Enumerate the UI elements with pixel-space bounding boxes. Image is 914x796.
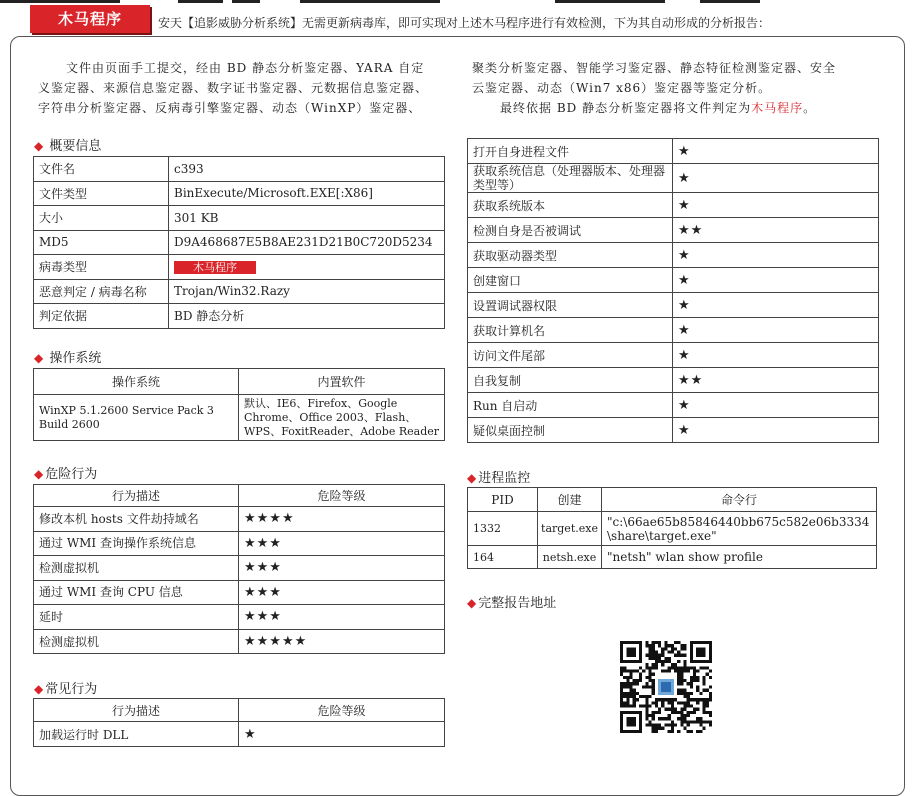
behavior-row bbox=[34, 580, 445, 605]
behavior-description: Run 自启动 bbox=[468, 393, 673, 418]
behavior-row bbox=[468, 164, 879, 193]
section-danger-title bbox=[34, 463, 97, 482]
summary-line: 义鉴定器、来源信息鉴定器、数字证书鉴定器、元数据信息鉴定器、 bbox=[38, 81, 429, 95]
process-cmd: "c:\66ae65b85846440bb675c582e06b3334\share\target.exe" bbox=[602, 512, 877, 546]
star-icon-rating: ★ bbox=[673, 164, 879, 193]
overview-key: MD5 bbox=[34, 230, 169, 255]
top-strip bbox=[0, 0, 914, 4]
os-table bbox=[33, 368, 445, 441]
behavior-row bbox=[468, 368, 879, 393]
behavior-row bbox=[34, 629, 445, 654]
process-created: target.exe bbox=[538, 512, 602, 546]
behavior-row bbox=[34, 507, 445, 532]
overview-row bbox=[34, 206, 445, 231]
overview-row bbox=[34, 230, 445, 255]
behavior-description: 通过 WMI 查询操作系统信息 bbox=[34, 531, 239, 556]
verdict-line bbox=[472, 98, 892, 118]
diamond-icon: ◆ bbox=[467, 471, 477, 485]
star-icon-rating: ★ bbox=[239, 722, 445, 747]
overview-key: 判定依据 bbox=[34, 304, 169, 329]
level-header: 危险等级 bbox=[239, 485, 445, 507]
behavior-description: 加载运行时 DLL bbox=[34, 722, 239, 747]
behavior-description: 设置调试器权限 bbox=[468, 293, 673, 318]
behavior-description: 获取系统版本 bbox=[468, 193, 673, 218]
process-pid: 1332 bbox=[468, 512, 538, 546]
common-table bbox=[33, 698, 445, 747]
verdict-prefix: 最终依据 BD 静态分析鉴定器将文件判定为 bbox=[500, 101, 752, 115]
star-icon-rating: ★ bbox=[673, 139, 879, 164]
behavior-description: 获取系统信息（处理器版本、处理器类型等） bbox=[468, 164, 673, 193]
overview-row bbox=[34, 279, 445, 304]
behavior-description: 检测自身是否被调试 bbox=[468, 218, 673, 243]
behavior-description: 打开自身进程文件 bbox=[468, 139, 673, 164]
behavior-row bbox=[468, 139, 879, 164]
section-common-title bbox=[34, 678, 97, 697]
diamond-icon: ◆ bbox=[34, 467, 44, 481]
behavior-row bbox=[34, 605, 445, 630]
behavior-description: 疑似桌面控制 bbox=[468, 418, 673, 443]
diamond-icon: ◆ bbox=[34, 351, 44, 365]
behavior-description: 通过 WMI 查询 CPU 信息 bbox=[34, 580, 239, 605]
process-row bbox=[468, 512, 877, 546]
behavior-row bbox=[468, 193, 879, 218]
summary-line: 云鉴定器、动态（Win7 x86）鉴定器等鉴定分析。 bbox=[472, 81, 772, 95]
process-table bbox=[467, 487, 877, 569]
behavior-row bbox=[468, 318, 879, 343]
star-icon-rating: ★★★★★ bbox=[239, 629, 445, 654]
behavior-description: 延时 bbox=[34, 605, 239, 630]
overview-row bbox=[34, 304, 445, 329]
behavior-description: 检测虚拟机 bbox=[34, 629, 239, 654]
trojan-tag: 木马程序 bbox=[30, 5, 150, 33]
behavior-row bbox=[468, 393, 879, 418]
behavior-row bbox=[34, 531, 445, 556]
software-header: 内置软件 bbox=[239, 369, 445, 395]
overview-value: BD 静态分析 bbox=[169, 304, 445, 329]
section-os-title bbox=[34, 347, 101, 366]
behavior-row bbox=[468, 418, 879, 443]
behavior-row bbox=[468, 343, 879, 368]
behavior-row bbox=[468, 268, 879, 293]
verdict-suffix: 。 bbox=[803, 101, 817, 115]
overview-key: 恶意判定 / 病毒名称 bbox=[34, 279, 169, 304]
star-icon-rating: ★ bbox=[673, 268, 879, 293]
star-icon-rating: ★ bbox=[673, 293, 879, 318]
star-icon-rating: ★ bbox=[673, 343, 879, 368]
process-pid: 164 bbox=[468, 546, 538, 569]
section-process-title bbox=[467, 467, 530, 486]
behavior-row bbox=[468, 218, 879, 243]
summary-line: 聚类分析鉴定器、智能学习鉴定器、静态特征检测鉴定器、安全 bbox=[472, 61, 837, 75]
summary-left bbox=[38, 58, 458, 118]
overview-key: 文件名 bbox=[34, 157, 169, 182]
star-icon-rating: ★ bbox=[673, 393, 879, 418]
intro-text: 安天【追影威胁分析系统】无需更新病毒库，即可实现对上述木马程序进行有效检测，下为其自动形成的分析报告： bbox=[158, 16, 771, 30]
overview-value: 301 KB bbox=[169, 206, 445, 231]
overview-value: Trojan/Win32.Razy bbox=[169, 279, 445, 304]
summary-right bbox=[472, 58, 892, 118]
overview-value: BinExecute/Microsoft.EXE[:X86] bbox=[169, 181, 445, 206]
diamond-icon: ◆ bbox=[467, 596, 477, 610]
section-title: 完整报告地址 bbox=[478, 596, 557, 611]
danger-table bbox=[33, 484, 445, 654]
star-icon-rating: ★★★ bbox=[239, 531, 445, 556]
virus-type-badge: 木马程序 bbox=[174, 261, 256, 274]
section-title: 常见行为 bbox=[45, 682, 98, 697]
behavior-description: 访问文件尾部 bbox=[468, 343, 673, 368]
star-icon-rating: ★★★ bbox=[239, 605, 445, 630]
overview-value bbox=[169, 255, 445, 280]
overview-value: c393 bbox=[169, 157, 445, 182]
pid-header: PID bbox=[468, 488, 538, 512]
star-icon-rating: ★★★★ bbox=[239, 507, 445, 532]
created-header: 创建 bbox=[538, 488, 602, 512]
process-cmd: "netsh" wlan show profile bbox=[602, 546, 877, 569]
process-row bbox=[468, 546, 877, 569]
star-icon-rating: ★ bbox=[673, 318, 879, 343]
behavior-description: 获取计算机名 bbox=[468, 318, 673, 343]
overview-table bbox=[33, 156, 445, 329]
star-icon-rating: ★★ bbox=[673, 218, 879, 243]
behavior-row bbox=[468, 243, 879, 268]
star-icon-rating: ★ bbox=[673, 243, 879, 268]
overview-key: 病毒类型 bbox=[34, 255, 169, 280]
section-title: 进程监控 bbox=[478, 471, 531, 486]
behavior-row bbox=[468, 293, 879, 318]
summary-line: 字符串分析鉴定器、反病毒引擎鉴定器、动态（WinXP）鉴定器、 bbox=[38, 101, 422, 115]
star-icon-rating: ★★ bbox=[673, 368, 879, 393]
overview-row bbox=[34, 181, 445, 206]
section-report-title bbox=[467, 592, 556, 611]
section-title: 概要信息 bbox=[49, 139, 102, 154]
process-created: netsh.exe bbox=[538, 546, 602, 569]
behavior-row bbox=[34, 722, 445, 747]
behavior-row bbox=[34, 556, 445, 581]
star-icon-rating: ★ bbox=[673, 193, 879, 218]
section-overview-title bbox=[34, 135, 101, 154]
section-title: 危险行为 bbox=[45, 467, 98, 482]
behavior-table bbox=[467, 138, 879, 443]
cmd-header: 命令行 bbox=[602, 488, 877, 512]
overview-key: 文件类型 bbox=[34, 181, 169, 206]
summary-line: 文件由页面手工提交，经由 BD 静态分析鉴定器、YARA 自定 bbox=[66, 61, 425, 75]
star-icon-rating: ★ bbox=[673, 418, 879, 443]
software-value: 默认、IE6、Firefox、Google Chrome、Office 2003、Flash、WPS、FoxitReader、Adobe Reader bbox=[239, 395, 445, 441]
section-title: 操作系统 bbox=[49, 351, 102, 366]
diamond-icon: ◆ bbox=[34, 139, 44, 153]
os-header: 操作系统 bbox=[34, 369, 239, 395]
overview-value: D9A468687E5B8AE231D21B0C720D5234 bbox=[169, 230, 445, 255]
level-header: 危险等级 bbox=[239, 699, 445, 722]
verdict-value: 木马程序 bbox=[751, 101, 804, 115]
overview-row bbox=[34, 255, 445, 280]
overview-row bbox=[34, 157, 445, 182]
behavior-description: 修改本机 hosts 文件劫持域名 bbox=[34, 507, 239, 532]
behavior-description: 检测虚拟机 bbox=[34, 556, 239, 581]
overview-key: 大小 bbox=[34, 206, 169, 231]
behavior-description: 自我复制 bbox=[468, 368, 673, 393]
behavior-header: 行为描述 bbox=[34, 699, 239, 722]
os-value: WinXP 5.1.2600 Service Pack 3 Build 2600 bbox=[34, 395, 239, 441]
behavior-description: 创建窗口 bbox=[468, 268, 673, 293]
behavior-description: 获取驱动器类型 bbox=[468, 243, 673, 268]
qr-code-icon[interactable] bbox=[620, 641, 712, 733]
star-icon-rating: ★★★ bbox=[239, 556, 445, 581]
diamond-icon: ◆ bbox=[34, 682, 44, 696]
behavior-header: 行为描述 bbox=[34, 485, 239, 507]
star-icon-rating: ★★★ bbox=[239, 580, 445, 605]
